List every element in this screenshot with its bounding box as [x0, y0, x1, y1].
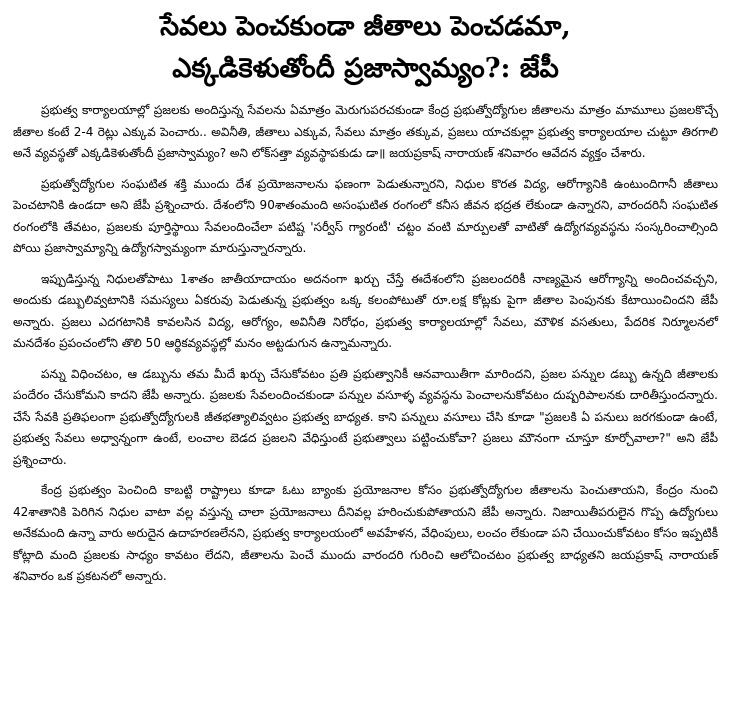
headline-line-1: సేవలు పెంచకుండా జీతాలు పెంచడమా, [160, 11, 571, 42]
headline-line-2: ఎక్కడికెళుతోందీ ప్రజాస్వామ్యం?: జేపీ [172, 53, 559, 84]
paragraph-5: కేంద్ర ప్రభుత్వం పెంచింది కాబట్టి రాష్ట్రాలు కూడా ఓటు బ్యాంకు ప్రయోజనాల కోసం ప్రభుత్వోద్యోగుల జీతాలను పెంచుతాయని, కేంద్రం నుంచి 42శాతానికి పెరిగిన నిధుల వాటా వల్ల వస్తున్న చాలా ప్రయోజనాలు దీనివల్ల హరించుకుపోతాయని జేపీ అన్నారు. నిజాయితీపరులైన గొప్ప ఉద్యోగులు అనేకమంది ఉన్నా వారు అరుదైన ఉదాహరణలేనని, ప్రభుత్వ కార్యాలయంలో అవహేళన, వేధింపులు, లంచం లేకుండా పని చేయించుకోవటం కోసం ఇప్పటికీ కోట్లాది మంది ప్రజలకు సాధ్యం కావటం లేదని, జీతాలను పెంచే ముందు వారందరి గురించి ఆలోచించటం ప్రభుత్వ బాధ్యతని జయప్రకాష్ నారాయణ్ శనివారం ఒక ప్రకటనలో అన్నారు. [13, 483, 718, 583]
article-body [13, 100, 718, 588]
paragraph-1: ప్రభుత్వ కార్యాలయాల్లో ప్రజలకు అందిస్తున్న సేవలను ఏమాత్రం మెరుగుపరచకుండా కేంద్ర ప్రభుత్వోద్యోగుల జీతాలను మాత్రం మామూలు ప్రజలకొచ్చే జీతాల కంటే 2-4 రెట్లు ఎక్కువ పెంచారు.. అవినీతి, జీతాలు ఎక్కువ, సేవలు మాత్రం తక్కువ, ప్రజలు యాచకుల్లా ప్రభుత్వ కార్యాలయాల చుట్టూ తిరగాలి అనే వ్యవస్థతో ఎక్కడికెళుతోందీ ప్రజాస్వామ్యం? అని లోక్‌సత్తా వ్యవస్థాపకుడు డా॥ జయప్రకాష్ నారాయణ్ శనివారం ఆవేదన వ్యక్తం చేశారు. [13, 103, 718, 160]
paragraph-3: ఇప్పుడిస్తున్న నిధులతోపాటు 1శాతం జాతీయాదాయం అదనంగా ఖర్చు చేస్తే ఈదేశంలోని ప్రజలందరికీ నాణ్యమైన ఆరోగ్యాన్ని అందించవచ్చని, అందుకు డబ్బులివ్వటానికి సమస్యలు ఏకరువు పెడుతున్న ప్రభుత్వం ఒక్క కలంపోటుతో రూ.లక్ష కోట్లకు పైగా జీతాల పెంపునకు కేటాయించిందని జేపీ అన్నారు. ప్రజలు ఎదగటానికి కావలసిన విద్య, ఆరోగ్యం, అవినీతి నిరోధం, ప్రభుత్వ కార్యాలయాల్లో సేవలు, మౌళిక వసతులు, పేదరిక నిర్మూలనలో మనదేశం ప్రపంచంలోని తొలి 50 ఆర్థికవ్యవస్థల్లో మనం అట్టడుగున ఉన్నామన్నారు. [13, 271, 718, 350]
paragraph-2: ప్రభుత్వోద్యోగుల సంఘటిత శక్తి ముందు దేశ ప్రయోజనాలను ఫణంగా పెడుతున్నారని, నిధుల కొరత విద్య, ఆరోగ్యానికి ఉంటుందిగానీ జీతాలు పెంచటానికి ఉండదా అని జేపీ ప్రశ్నించారు. దేశంలోని 90శాతంమంది అసంఘటిత రంగంలో కనీస జీవన భద్రత లేకుండా ఉన్నారని, వారందరినీ సంఘటిత రంగంలోకి తేవటం, ప్రజలకు పూర్తిస్థాయి సేవలందించేలా పటిష్ట 'సర్వీస్ గ్యారంటీ' చట్టం వంటి మార్పులతో వాటితో ఉద్యోగవ్యవస్థను సంస్కరించాల్సింది పోయి ప్రజాస్వామ్యాన్ని ఉద్యోగస్వామ్యంగా మారుస్తున్నారన్నారు. [13, 176, 718, 255]
paragraph-4: పన్ను విధించటం, ఆ డబ్బును తమ మీదే ఖర్చు చేసుకోవటం ప్రతి ప్రభుత్వానికీ ఆనవాయితీగా మారిందని, ప్రజల పన్నుల డబ్బు ఉన్నది జీతాలకు పందేరం చేసుకోమని కాదని జేపీ అన్నారు. ప్రజలకు సేవలందించకుండా పన్నుల వసూళ్ళ వ్యవస్థను పెంచాలనుకోవటం దుష్పరిపాలనకు దారితీస్తుందన్నారు. చేసే సేవకి ప్రతిఫలంగా ప్రభుత్వోద్యోగులకి జీతభత్యాలివ్వటం ప్రభుత్వ బాధ్యత. కాని పన్నులు వసూలు చేసి కూడా "ప్రజలకి ఏ పనులు జరగకుండా ఉంటే, ప్రభుత్వ సేవలు అధ్వాన్నంగా ఉంటే, లంచాల బెడద ప్రజలని వేధిస్తుంటే ప్రభుత్వాలు పట్టించుకోవా? ప్రజలు మౌనంగా చూస్తూ కూర్చోవాలా?" అని జేపీ ప్రశ్నించారు. [13, 366, 718, 467]
article-headline [13, 6, 718, 90]
